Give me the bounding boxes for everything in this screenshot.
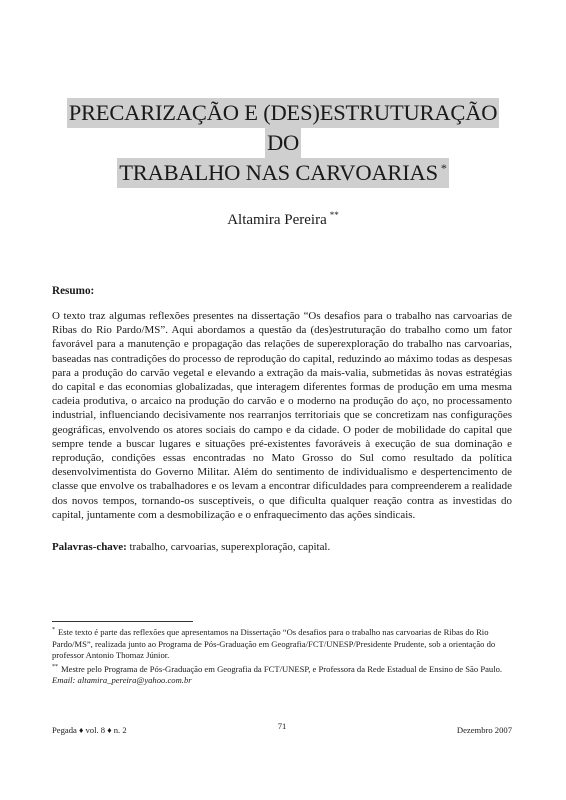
footer-journal: Pegada ♦ vol. 8 ♦ n. 2 [52, 725, 127, 735]
footnote-1-mark: * [52, 627, 55, 634]
title-footnote-mark: * [440, 160, 447, 175]
footnote-2 [52, 664, 512, 687]
paper-title [0, 98, 566, 188]
footnote-divider [52, 621, 193, 622]
keywords-label: Palavras-chave: [52, 541, 127, 553]
footnotes [52, 627, 512, 689]
footnote-1-text: Este texto é parte das reflexões que apresentamos na Dissertação “Os desafios para o trabalho nas carvoarias de Ribas do Rio Pardo/MS”, realizada junto ao Programa de Pós-Graduação em Geografia/FCT/UNESP/Presidente Prudente, sob a orientação do professor Antonio Thomaz Júnior. [52, 627, 496, 661]
title-line-3-text: TRABALHO NAS CARVOARIAS [119, 160, 438, 185]
footnote-2-text: Mestre pelo Programa de Pós-Graduação em Geografia da FCT/UNESP, e Professora da Rede Estadual de Ensino de São Paulo. [61, 663, 503, 674]
page-footer [52, 721, 512, 735]
keywords-line [52, 540, 512, 554]
title-row-2 [0, 128, 566, 158]
title-line-2: DO [265, 128, 301, 158]
abstract-text: O texto traz algumas reflexões presentes na dissertação “Os desafios para o trabalho nas carvoarias de Ribas do Rio Pardo/MS”. Aqui abordamos a questão da (des)estruturação do trabalho como um fator favorável para a manutenção e propagação das relações de superexploração do trabalho nas carvoarias, baseadas nas contradições do processo de reprodução do capital, reduzindo ao máximo todas as despesas para a produção do carvão vegetal e elevando a extração da mais-valia, submetidas às novas estratégias do capital e das economias globalizadas, que interagem diferentes formas de produção em uma mesma cadeia produtiva, o arcaico na produção do carvão e o moderno na produção do aço, no processamento industrial, influenciando decisivamente nos rearranjos territoriais que se concretizam nas configurações geográficas, envolvendo os atores sociais do campo e da cidade. O poder de mobilidade do capital que sempre tende a buscar lugares e situações pré-existentes favoráveis à execução de sua dominação e reprodução, condições essas encontradas no Mato Grosso do Sul como resultado da política desenvolvimentista do Governo Militar. Além do sentimento de individualismo e despertencimento de classe que envolve os trabalhadores e os levam a encontrar dificuldades para compreenderem a realidade dos novos tempos, tornando-os susceptíveis, o que dificulta qualquer reação contra as investidas do capital, juntamente com a desmobilização e o enfraquecimento das ações sindicais. [52, 310, 512, 521]
author-footnote-mark: ** [329, 210, 339, 220]
author-email-link[interactable]: Email: altamira_pereira@yahoo.com.br [52, 675, 192, 686]
title-row-3 [0, 158, 566, 188]
title-line-1: PRECARIZAÇÃO E (DES)ESTRUTURAÇÃO [67, 98, 500, 128]
title-row-1 [0, 98, 566, 128]
footnote-1 [52, 627, 512, 662]
keywords-text: trabalho, carvoarias, superexploração, capital. [126, 541, 331, 553]
author-line [0, 212, 566, 229]
abstract-heading: Resumo: [52, 285, 95, 297]
title-line-3 [117, 158, 448, 188]
footer-page-number: 71 [277, 721, 287, 731]
footnote-2-mark: ** [52, 663, 58, 670]
footer-date: Dezembro 2007 [456, 725, 512, 735]
author-name: Altamira Pereira [227, 212, 327, 228]
